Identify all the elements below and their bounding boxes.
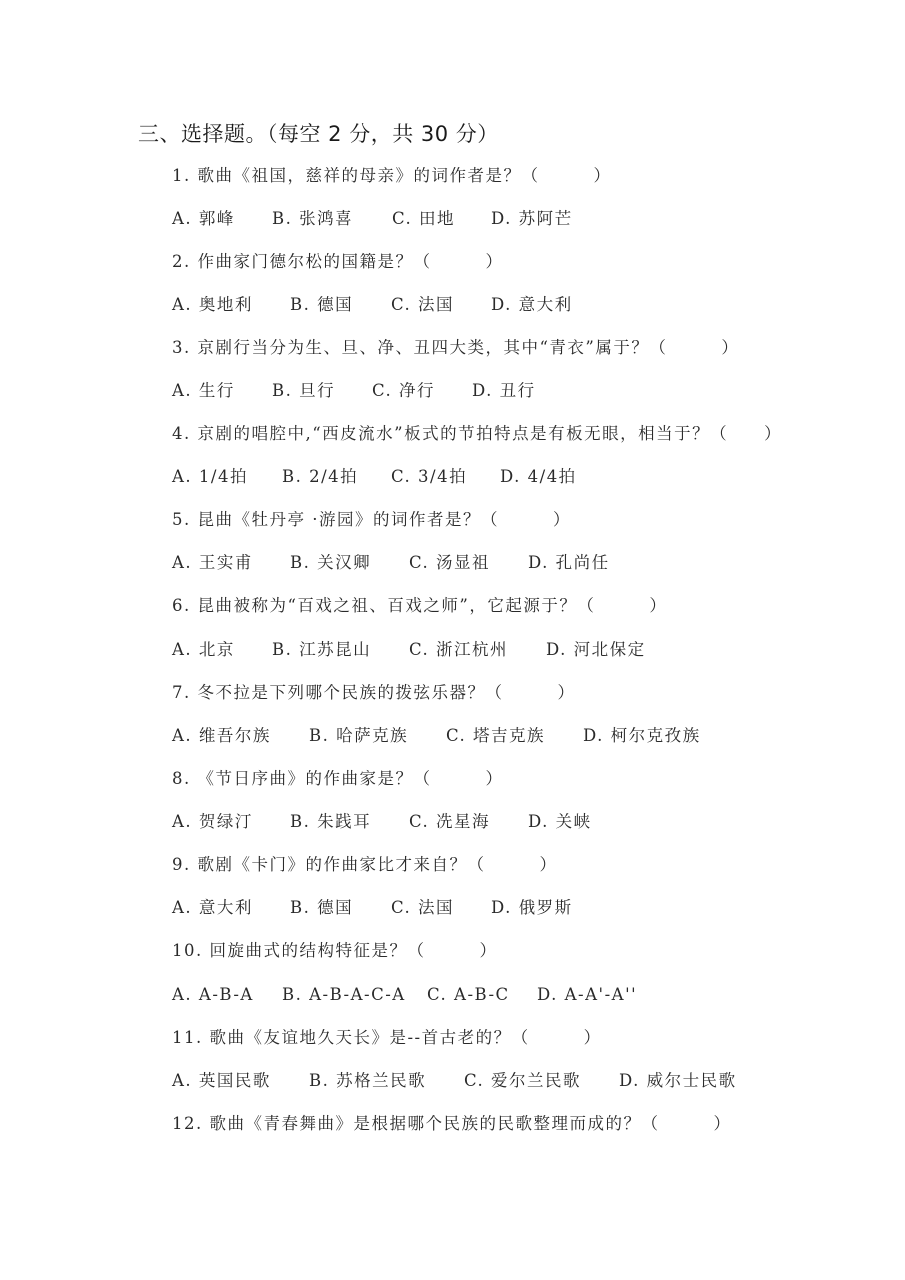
option-2-d: D. 意大利 <box>491 295 573 314</box>
option-1-a: A. 郭峰 <box>172 209 235 228</box>
option-9-a: A. 意大利 <box>172 898 253 917</box>
option-4-b: B. 2/4拍 <box>282 467 359 486</box>
question-12: 12. 歌曲《青春舞曲》是根据哪个民族的民歌整理而成的？（ ） <box>172 1114 732 1133</box>
question-9: 9. 歌剧《卡门》的作曲家比才来自？（ ） <box>172 855 558 874</box>
option-11-d: D. 威尔士民歌 <box>619 1071 737 1090</box>
option-7-c: C. 塔吉克族 <box>446 726 546 745</box>
question-8: 8. 《节日序曲》的作曲家是？（ ） <box>172 769 504 788</box>
option-9-d: D. 俄罗斯 <box>491 898 573 917</box>
question-1: 1. 歌曲《祖国，慈祥的母亲》的词作者是？（ ） <box>172 166 612 185</box>
option-8-c: C. 冼星海 <box>409 812 491 831</box>
option-1-c: C. 田地 <box>392 209 456 228</box>
option-2-b: B. 德国 <box>290 295 354 314</box>
option-8-b: B. 朱践耳 <box>290 812 372 831</box>
option-11-b: B. 苏格兰民歌 <box>309 1071 427 1090</box>
option-7-b: B. 哈萨克族 <box>309 726 409 745</box>
option-4-d: D. 4/4拍 <box>500 467 577 486</box>
option-11-c: C. 爱尔兰民歌 <box>464 1071 582 1090</box>
option-6-d: D. 河北保定 <box>546 640 646 659</box>
question-7: 7. 冬不拉是下列哪个民族的拨弦乐器？（ ） <box>172 683 576 702</box>
option-5-b: B. 关汉卿 <box>290 553 372 572</box>
option-5-c: C. 汤显祖 <box>409 553 491 572</box>
option-10-a: A. A-B-A <box>172 985 254 1004</box>
option-4-c: C. 3/4拍 <box>391 467 468 486</box>
question-3: 3. 京剧行当分为生、旦、净、丑四大类，其中“青衣”属于？（ ） <box>172 338 740 357</box>
option-10-c: C. A-B-C <box>427 985 510 1004</box>
option-9-b: B. 德国 <box>290 898 354 917</box>
option-10-d: D. A-A'-A'' <box>537 985 638 1004</box>
option-7-d: D. 柯尔克孜族 <box>583 726 701 745</box>
question-11: 11. 歌曲《友谊地久天长》是--首古老的？（ ） <box>172 1028 602 1047</box>
option-8-a: A. 贺绿汀 <box>172 812 253 831</box>
question-6: 6. 昆曲被称为“百戏之祖、百戏之师”，它起源于？（ ） <box>172 596 668 615</box>
option-5-d: D. 孔尚任 <box>528 553 610 572</box>
option-3-d: D. 丑行 <box>472 381 536 400</box>
option-8-d: D. 关峡 <box>528 812 592 831</box>
question-5: 5. 昆曲《牡丹亭 ·游园》的词作者是？（ ） <box>172 510 571 529</box>
option-3-b: B. 旦行 <box>272 381 336 400</box>
option-5-a: A. 王实甫 <box>172 553 253 572</box>
option-6-a: A. 北京 <box>172 640 235 659</box>
option-2-a: A. 奥地利 <box>172 295 253 314</box>
option-3-a: A. 生行 <box>172 381 235 400</box>
option-4-a: A. 1/4拍 <box>172 467 248 486</box>
option-6-b: B. 江苏昆山 <box>272 640 372 659</box>
option-10-b: B. A-B-A-C-A <box>282 985 406 1004</box>
section-title: 三、选择题。（每空 2 分，共 30 分） <box>138 122 499 146</box>
option-9-c: C. 法国 <box>391 898 455 917</box>
option-3-c: C. 净行 <box>372 381 436 400</box>
option-2-c: C. 法国 <box>391 295 455 314</box>
option-1-d: D. 苏阿芒 <box>491 209 573 228</box>
option-11-a: A. 英国民歌 <box>172 1071 271 1090</box>
option-7-a: A. 维吾尔族 <box>172 726 271 745</box>
question-10: 10. 回旋曲式的结构特征是？（ ） <box>172 941 498 960</box>
option-6-c: C. 浙江杭州 <box>409 640 509 659</box>
question-2: 2. 作曲家门德尔松的国籍是？（ ） <box>172 252 504 271</box>
question-4: 4. 京剧的唱腔中,“西皮流水”板式的节拍特点是有板无眼，相当于？（ ） <box>172 424 783 443</box>
option-1-b: B. 张鸿喜 <box>272 209 354 228</box>
